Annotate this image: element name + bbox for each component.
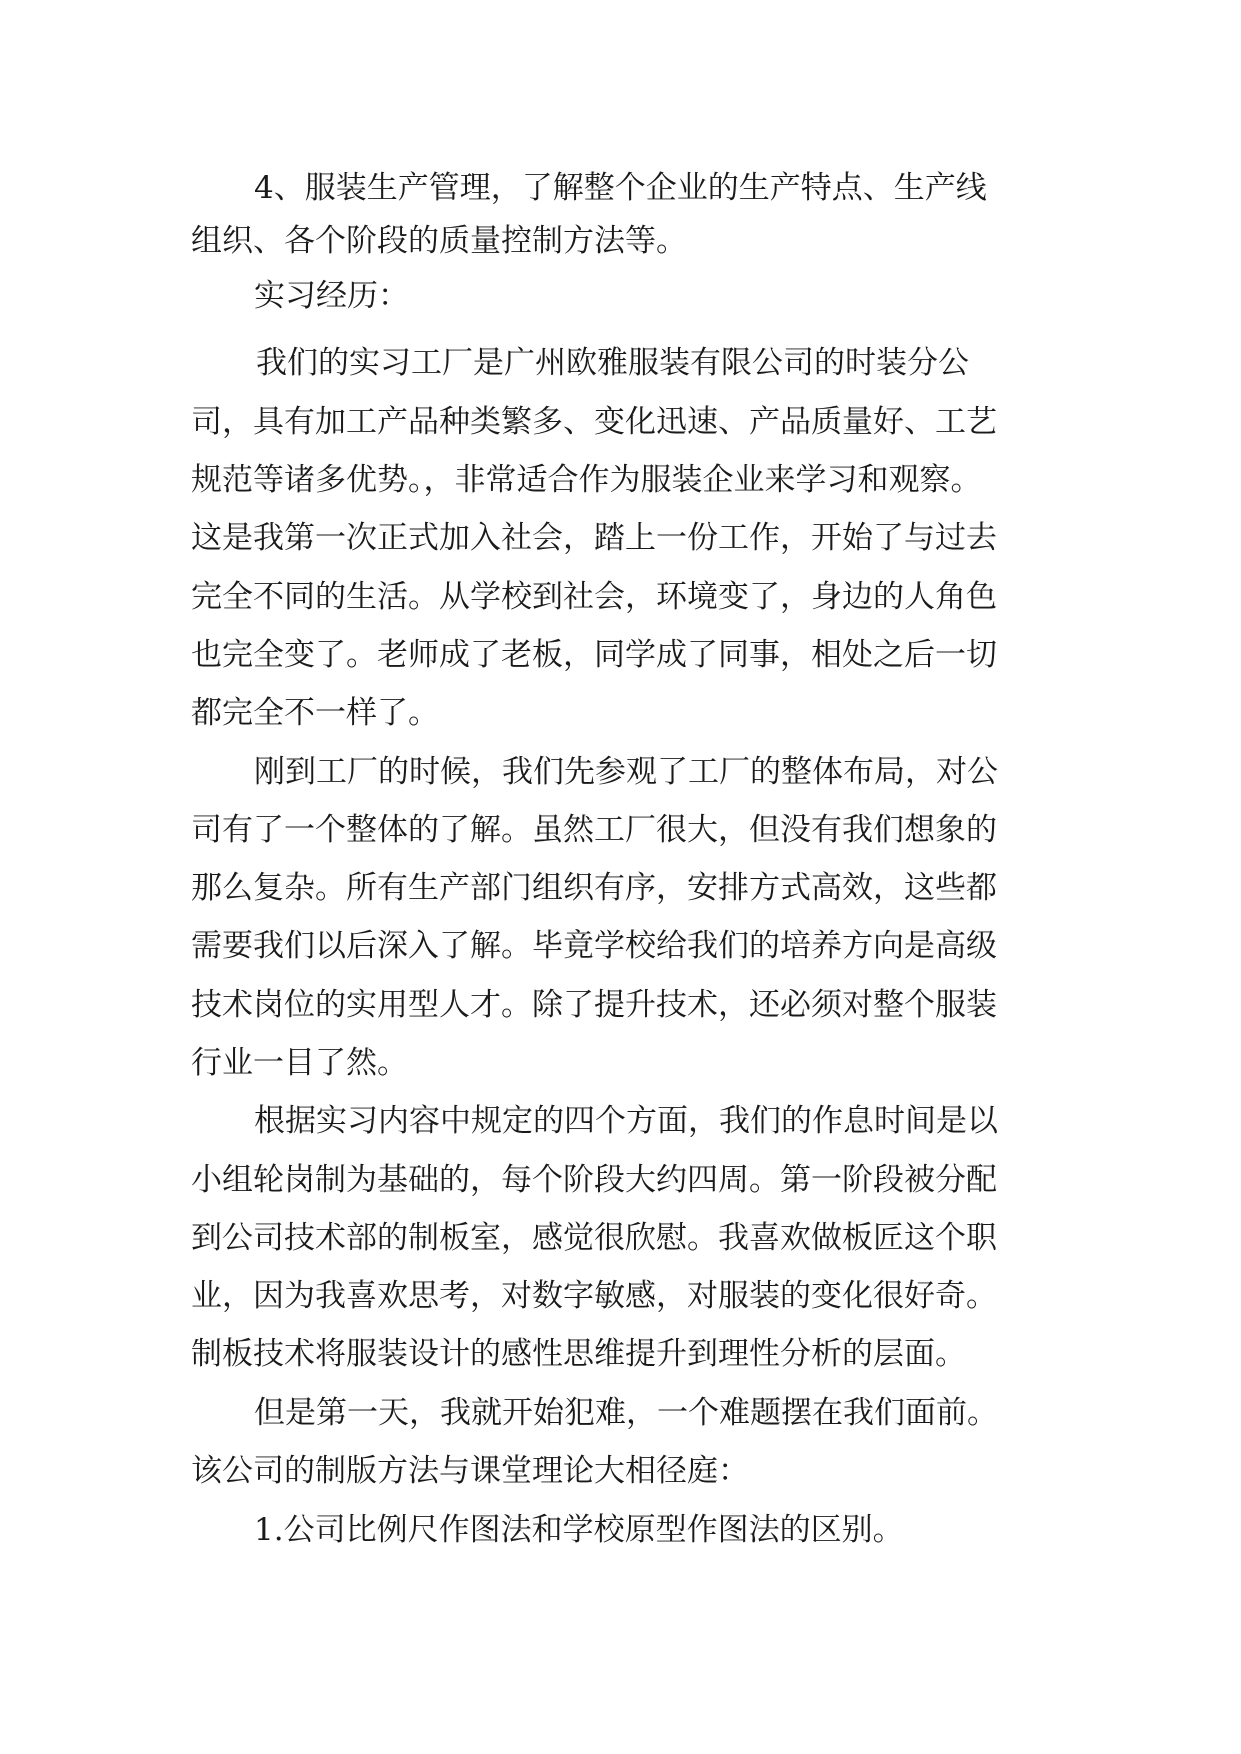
- text-line: [0, 868, 1241, 928]
- line-text: 实习经历：: [254, 278, 409, 314]
- line-text: 需要我们以后深入了解。毕竟学校给我们的培养方向是高级: [191, 928, 997, 964]
- text-line: [0, 693, 1241, 753]
- line-text: 到公司技术部的制板室，感觉很欣慰。我喜欢做板匠这个职: [191, 1220, 997, 1256]
- text-line: [0, 577, 1241, 637]
- text-line: [0, 343, 1241, 403]
- text-line: [0, 635, 1241, 695]
- line-text: 规范等诸多优势。，非常适合作为服装企业来学习和观察。: [191, 462, 982, 498]
- line-text: 组织、各个阶段的质量控制方法等。: [191, 223, 687, 259]
- text-line: [0, 460, 1241, 520]
- text-line: [0, 1451, 1241, 1511]
- line-text: 那么复杂。所有生产部门组织有序，安排方式高效，这些都: [191, 870, 997, 906]
- line-text: 都完全不一样了。: [191, 695, 439, 731]
- text-line: [0, 985, 1241, 1045]
- line-text: 我们的实习工厂是广州欧雅服装有限公司的时装分公: [256, 345, 969, 381]
- line-text: 但是第一天，我就开始犯难，一个难题摆在我们面前。: [254, 1395, 998, 1431]
- text-line: [0, 1334, 1241, 1394]
- text-line: [0, 1043, 1241, 1103]
- line-text: 该公司的制版方法与课堂理论大相径庭：: [191, 1453, 749, 1489]
- line-text: 行业一目了然。: [191, 1045, 408, 1081]
- line-text: 也完全变了。老师成了老板，同学成了同事，相处之后一切: [191, 637, 997, 673]
- text-line: [0, 1218, 1241, 1278]
- line-text: 完全不同的生活。从学校到社会，环境变了，身边的人角色: [191, 579, 997, 615]
- line-text: 4、服装生产管理，了解整个企业的生产特点、生产线: [254, 170, 987, 206]
- line-text: 根据实习内容中规定的四个方面，我们的作息时间是以: [254, 1103, 998, 1139]
- line-text: 制板技术将服装设计的感性思维提升到理性分析的层面。: [191, 1336, 966, 1372]
- text-line: [0, 518, 1241, 578]
- text-line: [0, 1101, 1241, 1161]
- text-line: [0, 1160, 1241, 1220]
- line-text: 1.公司比例尺作图法和学校原型作图法的区别。: [254, 1512, 904, 1548]
- text-line: [0, 752, 1241, 812]
- text-line: [0, 276, 1241, 336]
- line-text: 这是我第一次正式加入社会，踏上一份工作，开始了与过去: [191, 520, 997, 556]
- text-line: [0, 402, 1241, 462]
- line-text: 刚到工厂的时候，我们先参观了工厂的整体布局，对公: [254, 754, 998, 790]
- line-text: 技术岗位的实用型人才。除了提升技术，还必须对整个服装: [191, 987, 997, 1023]
- text-line: [0, 221, 1241, 281]
- text-line: [0, 1393, 1241, 1453]
- line-text: 司有了一个整体的了解。虽然工厂很大，但没有我们想象的: [191, 812, 997, 848]
- line-text: 小组轮岗制为基础的，每个阶段大约四周。第一阶段被分配: [191, 1162, 997, 1198]
- text-line: [0, 810, 1241, 870]
- text-line: [0, 1510, 1241, 1570]
- line-text: 司，具有加工产品种类繁多、变化迅速、产品质量好、工艺: [191, 404, 997, 440]
- text-line: [0, 168, 1241, 228]
- line-text: 业，因为我喜欢思考，对数字敏感，对服装的变化很好奇。: [191, 1278, 997, 1314]
- text-line: [0, 1276, 1241, 1336]
- text-line: [0, 926, 1241, 986]
